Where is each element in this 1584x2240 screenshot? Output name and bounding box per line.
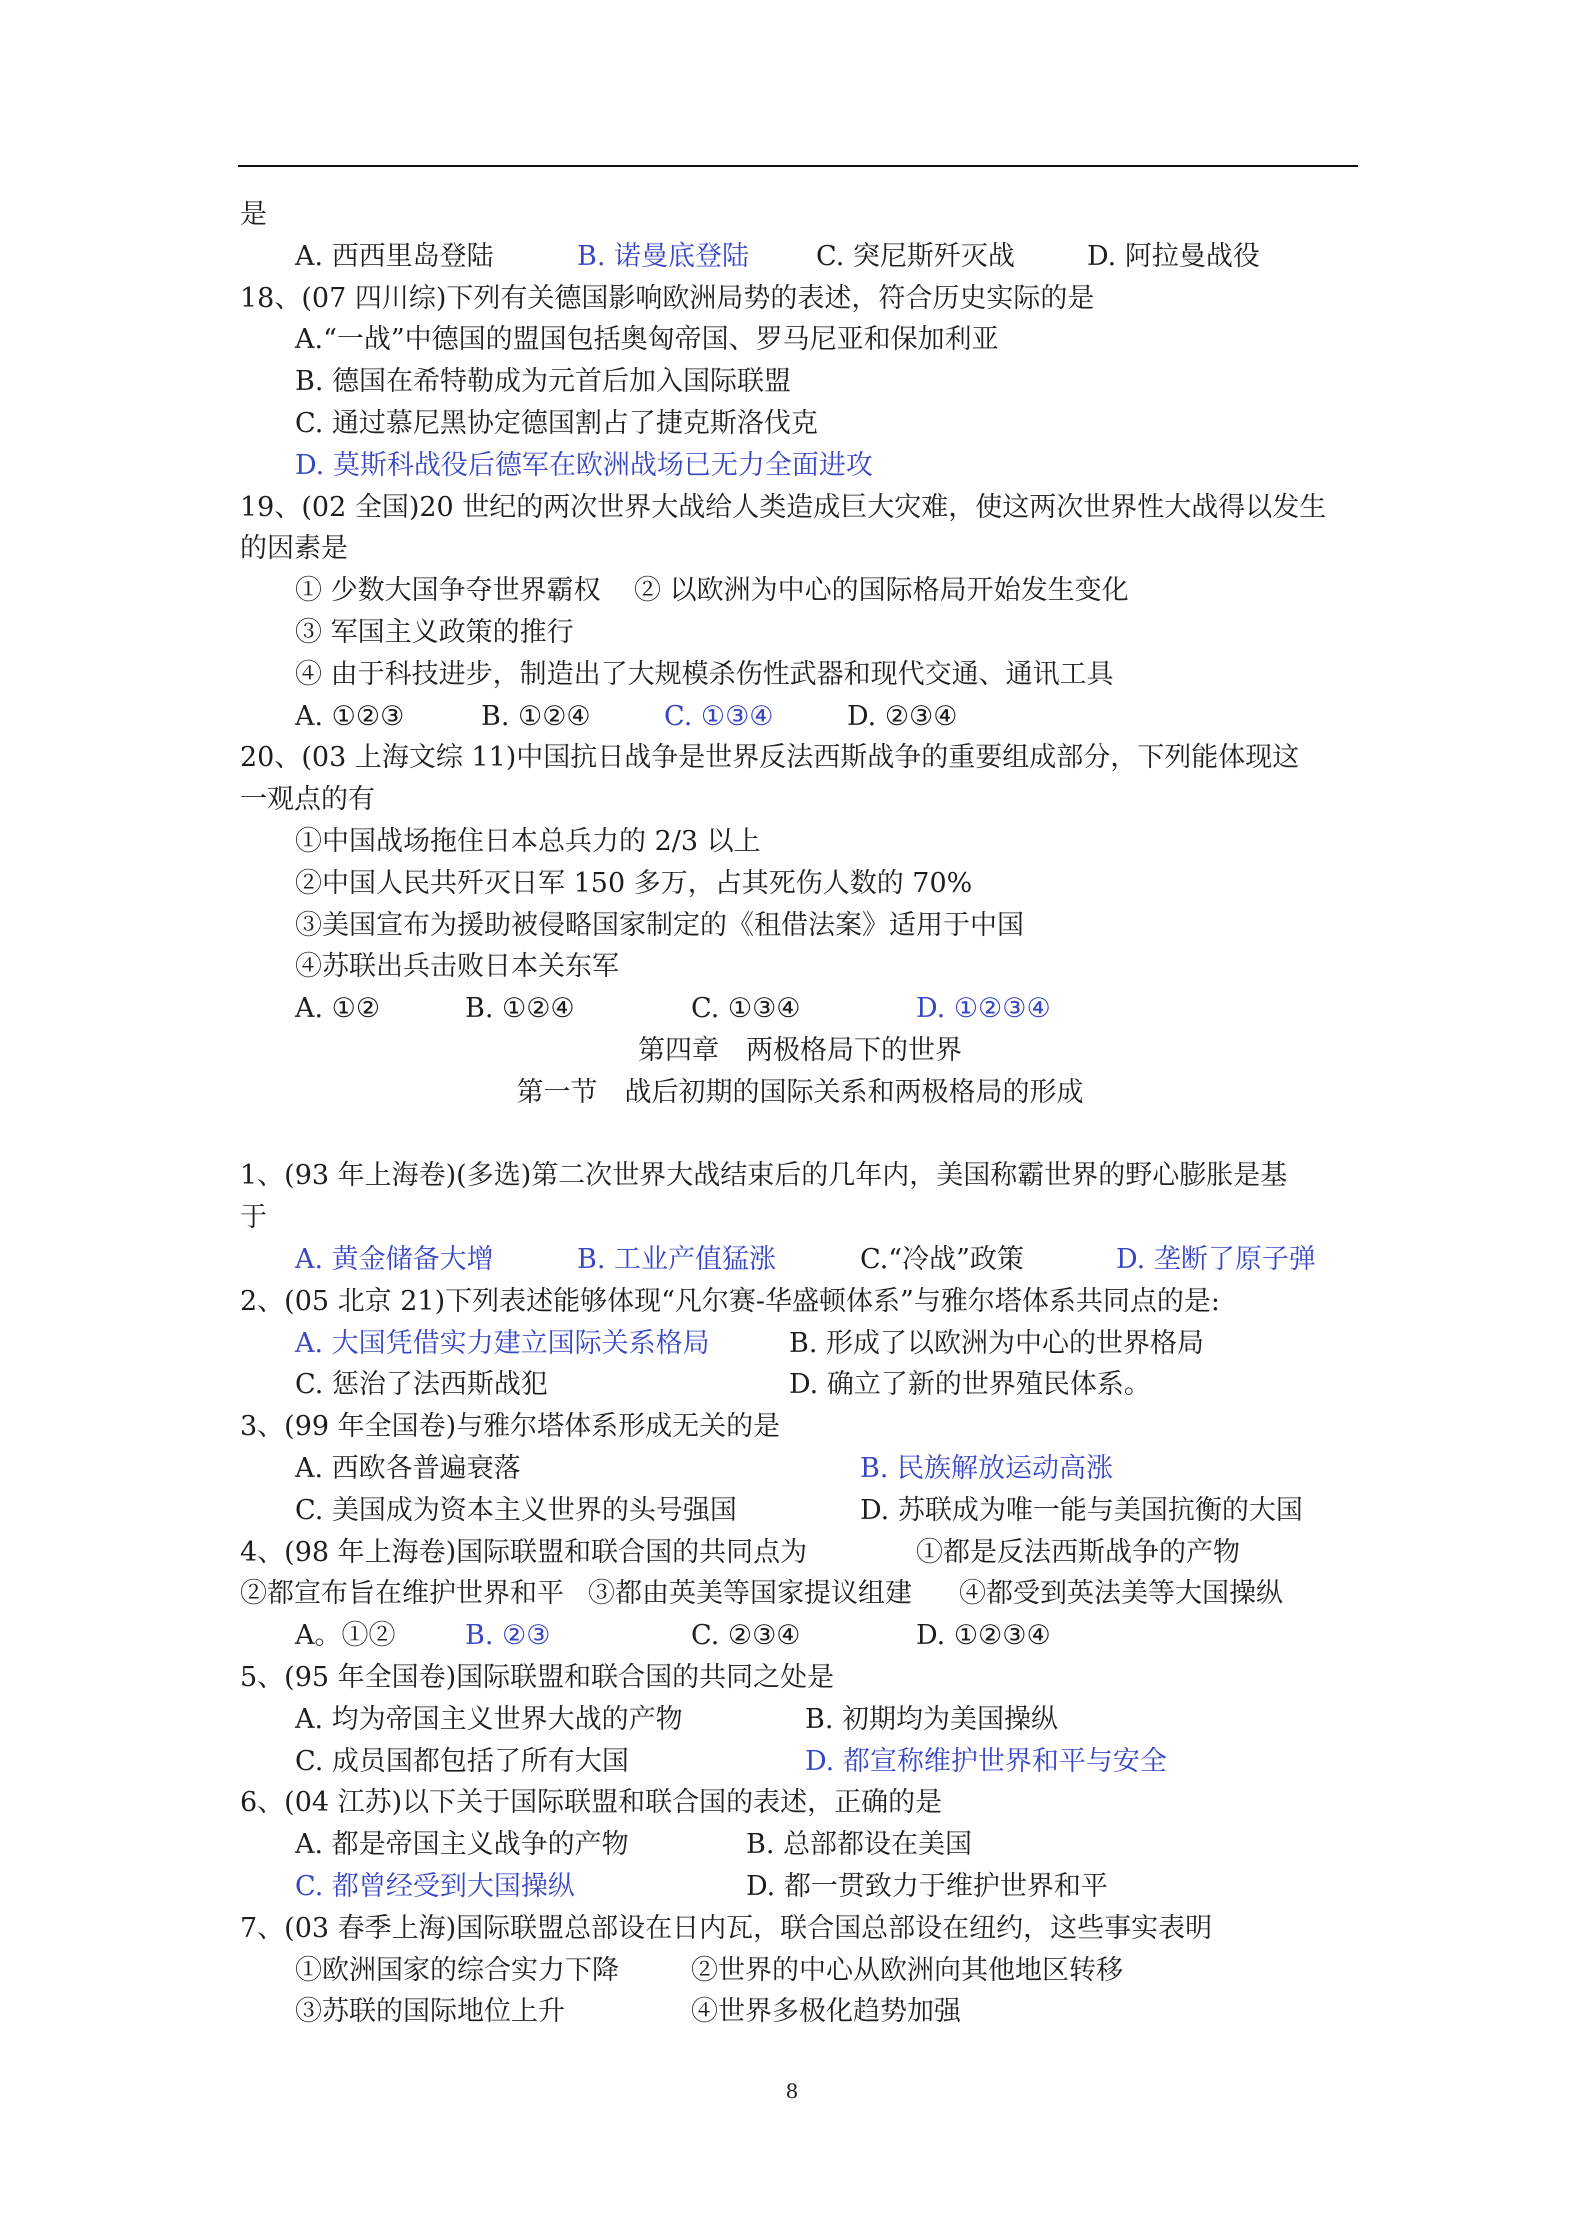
option-row bbox=[240, 1615, 1360, 1657]
option-d: D. ①②③④ bbox=[916, 993, 1051, 1024]
item-row bbox=[240, 946, 1360, 988]
statement-item: ②中国人民共歼灭日军 150 多万，占其死伤人数的 70% bbox=[295, 868, 973, 899]
statement-item: ③美国宣布为援助被侵略国家制定的《租借法案》适用于中国 bbox=[295, 910, 1024, 941]
item-row bbox=[240, 821, 1360, 863]
item-row bbox=[240, 612, 1360, 654]
option-row bbox=[240, 1824, 1360, 1866]
option-d: D. 垄断了原子弹 bbox=[1116, 1244, 1316, 1275]
question-stem: 3、(99 年全国卷)与雅尔塔体系形成无关的是 bbox=[240, 1411, 781, 1442]
question-stem: 20、(03 上海文综 11)中国抗日战争是世界反法西斯战争的重要组成部分，下列能体现这 bbox=[240, 742, 1300, 773]
option-b: B. 诺曼底登陆 bbox=[577, 241, 750, 272]
option-b: B. ①②④ bbox=[481, 701, 591, 732]
option-row bbox=[240, 1490, 1360, 1532]
option-d: D. 都宣称维护世界和平与安全 bbox=[805, 1746, 1167, 1777]
question-stem-line bbox=[240, 278, 1360, 320]
question-stem-line bbox=[240, 737, 1360, 779]
question-stem: 4、(98 年上海卷)国际联盟和联合国的共同点为 bbox=[240, 1537, 808, 1568]
question-stem: 是 bbox=[240, 199, 267, 230]
option-a: A. ①② bbox=[295, 993, 381, 1024]
option-row bbox=[240, 319, 1360, 361]
statement-item: ④世界多极化趋势加强 bbox=[691, 1996, 961, 2027]
option-c: C. 突尼斯歼灭战 bbox=[816, 241, 1015, 272]
option-c: C. 成员国都包括了所有大国 bbox=[295, 1746, 629, 1777]
statement-item: ①中国战场拖住日本总兵力的 2/3 以上 bbox=[295, 826, 761, 857]
option-row bbox=[240, 361, 1360, 403]
statement-item: ④苏联出兵击败日本关东军 bbox=[295, 951, 619, 982]
option-a: A. 都是帝国主义战争的产物 bbox=[295, 1829, 629, 1860]
question-stem-line bbox=[240, 1657, 1360, 1699]
question-stem: 18、(07 四川综)下列有关德国影响欧洲局势的表述，符合历史实际的是 bbox=[240, 283, 1095, 314]
item-row bbox=[240, 654, 1360, 696]
question-stem-line bbox=[240, 1406, 1360, 1448]
item-row bbox=[240, 1573, 1360, 1615]
option-row bbox=[240, 1699, 1360, 1741]
option-c: C. ①③④ bbox=[664, 701, 774, 732]
option-row bbox=[240, 1866, 1360, 1908]
question-stem: 的因素是 bbox=[240, 533, 348, 564]
option-b: B. ②③ bbox=[465, 1620, 551, 1651]
option-b: B. 德国在希特勒成为元首后加入国际联盟 bbox=[295, 366, 792, 397]
statement-item: ②世界的中心从欧洲向其他地区转移 bbox=[691, 1955, 1123, 1986]
question-stem-line bbox=[240, 1908, 1360, 1950]
question-stem: 6、(04 江苏)以下关于国际联盟和联合国的表述，正确的是 bbox=[240, 1787, 943, 1818]
option-c: C.“冷战”政策 bbox=[860, 1244, 1024, 1275]
option-row bbox=[240, 1741, 1360, 1783]
question-stem-line bbox=[240, 487, 1360, 529]
option-b: B. 形成了以欧洲为中心的世界格局 bbox=[789, 1328, 1205, 1359]
option-d: D. 阿拉曼战役 bbox=[1087, 241, 1260, 272]
statement-item: ① 少数大国争夺世界霸权 bbox=[295, 575, 601, 606]
question-stem: 7、(03 春季上海)国际联盟总部设在日内瓦，联合国总部设在纽约，这些事实表明 bbox=[240, 1913, 1213, 1944]
option-a: A。①② bbox=[295, 1620, 396, 1651]
statement-item: ①都是反法西斯战争的产物 bbox=[916, 1537, 1240, 1568]
statement-item: ② 以欧洲为中心的国际格局开始发生变化 bbox=[634, 575, 1129, 606]
question-stem-line bbox=[240, 528, 1360, 570]
option-d: D. ②③④ bbox=[847, 701, 958, 732]
question-stem-line bbox=[240, 1155, 1360, 1197]
question-stem: 5、(95 年全国卷)国际联盟和联合国的共同之处是 bbox=[240, 1662, 835, 1693]
option-row bbox=[240, 236, 1360, 278]
option-a: A. 均为帝国主义世界大战的产物 bbox=[295, 1704, 683, 1735]
option-b: B. 民族解放运动高涨 bbox=[860, 1453, 1114, 1484]
option-d: D. 确立了新的世界殖民体系。 bbox=[789, 1369, 1151, 1400]
option-c: C. ①③④ bbox=[691, 993, 801, 1024]
question-stem: 19、(02 全国)20 世纪的两次世界大战给人类造成巨大灾难，使这两次世界性大战得以发生 bbox=[240, 492, 1327, 523]
option-a: A. 黄金储备大增 bbox=[295, 1244, 494, 1275]
option-row bbox=[240, 1364, 1360, 1406]
question-stem-line bbox=[240, 1532, 1360, 1574]
question-stem: 2、(05 北京 21)下列表述能够体现“凡尔赛-华盛顿体系”与雅尔塔体系共同点的是: bbox=[240, 1286, 1220, 1317]
option-a: A.“一战”中德国的盟国包括奥匈帝国、罗马尼亚和保加利亚 bbox=[295, 324, 999, 355]
option-c: C. 通过慕尼黑协定德国割占了捷克斯洛伐克 bbox=[295, 408, 818, 439]
question-stem-line bbox=[240, 1197, 1360, 1239]
question-stem-line bbox=[240, 779, 1360, 821]
option-row bbox=[240, 1323, 1360, 1365]
option-row bbox=[240, 403, 1360, 445]
option-b: B. 初期均为美国操纵 bbox=[805, 1704, 1059, 1735]
section-title: 第一节 战后初期的国际关系和两极格局的形成 bbox=[516, 1077, 1084, 1108]
question-stem: 于 bbox=[240, 1202, 267, 1233]
option-row bbox=[240, 696, 1360, 738]
option-a: A. 大国凭借实力建立国际关系格局 bbox=[295, 1328, 710, 1359]
question-stem-line bbox=[240, 1782, 1360, 1824]
option-a: A. 西欧各普遍衰落 bbox=[295, 1453, 521, 1484]
option-b: B. 总部都设在美国 bbox=[746, 1829, 973, 1860]
statement-item: ④ 由于科技进步，制造出了大规模杀伤性武器和现代交通、通讯工具 bbox=[295, 659, 1114, 690]
question-stem: 1、(93 年上海卷)(多选)第二次世界大战结束后的几年内，美国称霸世界的野心膨胀是基 bbox=[240, 1160, 1288, 1191]
option-c: C. 都曾经受到大国操纵 bbox=[295, 1871, 575, 1902]
option-c: C. 美国成为资本主义世界的头号强国 bbox=[295, 1495, 737, 1526]
question-stem-line bbox=[240, 1281, 1360, 1323]
option-row bbox=[240, 445, 1360, 487]
statement-item: ③都由英美等国家提议组建 bbox=[588, 1578, 912, 1609]
item-row bbox=[240, 1991, 1360, 2033]
item-row bbox=[240, 863, 1360, 905]
page-number: 8 bbox=[785, 2079, 799, 2103]
item-row bbox=[240, 905, 1360, 947]
statement-item: ②都宣布旨在维护世界和平 bbox=[240, 1578, 564, 1609]
statement-item: ①欧洲国家的综合实力下降 bbox=[295, 1955, 619, 1986]
option-row bbox=[240, 1448, 1360, 1490]
header-rule bbox=[238, 165, 1358, 167]
option-c: C. 惩治了法西斯战犯 bbox=[295, 1369, 548, 1400]
option-a: A. 西西里岛登陆 bbox=[295, 241, 494, 272]
item-row bbox=[240, 570, 1360, 612]
option-d: D. ①②③④ bbox=[916, 1620, 1051, 1651]
option-d: D. 苏联成为唯一能与美国抗衡的大国 bbox=[860, 1495, 1303, 1526]
question-stem: 一观点的有 bbox=[240, 784, 375, 815]
section-heading bbox=[240, 1072, 1360, 1114]
item-row bbox=[240, 1950, 1360, 1992]
option-row bbox=[240, 1239, 1360, 1281]
option-a: A. ①②③ bbox=[295, 701, 405, 732]
option-row bbox=[240, 988, 1360, 1030]
chapter-heading bbox=[240, 1030, 1360, 1072]
statement-item: ④都受到英法美等大国操纵 bbox=[959, 1578, 1283, 1609]
option-d: D. 都一贯致力于维护世界和平 bbox=[746, 1871, 1108, 1902]
chapter-title: 第四章 两极格局下的世界 bbox=[638, 1035, 962, 1066]
statement-item: ③苏联的国际地位上升 bbox=[295, 1996, 565, 2027]
option-d: D. 莫斯科战役后德军在欧洲战场已无力全面进攻 bbox=[295, 450, 873, 481]
option-c: C. ②③④ bbox=[691, 1620, 801, 1651]
option-b: B. 工业产值猛涨 bbox=[577, 1244, 777, 1275]
option-b: B. ①②④ bbox=[465, 993, 575, 1024]
question-stem-line bbox=[240, 194, 1360, 236]
statement-item: ③ 军国主义政策的推行 bbox=[295, 617, 574, 648]
